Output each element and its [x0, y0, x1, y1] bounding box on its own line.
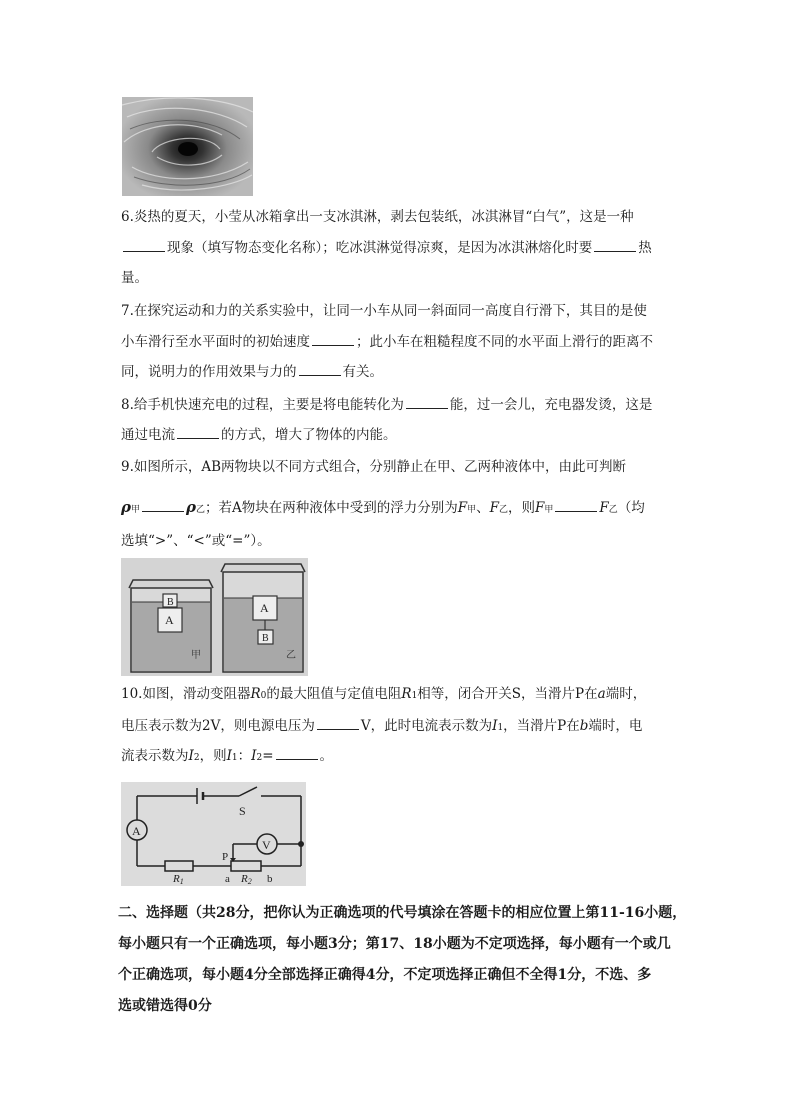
- q10-blank-2[interactable]: [276, 747, 318, 760]
- svg-text:A: A: [260, 601, 269, 615]
- q9-blank-1[interactable]: [142, 499, 184, 512]
- q6-blank-2[interactable]: [594, 239, 636, 252]
- rho-symbol: ρ: [186, 498, 196, 516]
- q9-blank-2[interactable]: [555, 499, 597, 512]
- svg-text:甲: 甲: [191, 650, 201, 661]
- q9-line2: ρ甲 ρ乙；若A物块在两种液体中受到的浮力分别为F甲、F乙，则F甲 F乙（均: [121, 498, 645, 516]
- svg-text:V: V: [262, 838, 271, 852]
- swirl-photo: [122, 97, 253, 196]
- section2-line3: 个正确选项，每小题4分全部选择正确得4分，不定项选择正确但不全得1分，不选、多: [118, 967, 652, 983]
- q8-blank-1[interactable]: [406, 396, 448, 409]
- svg-text:S: S: [239, 804, 246, 818]
- circuit-figure: [121, 782, 306, 886]
- rho-symbol: ρ: [121, 498, 131, 516]
- q8-blank-2[interactable]: [177, 426, 219, 439]
- svg-text:A: A: [132, 824, 141, 838]
- q8-line1: 8.给手机快速充电的过程，主要是将电能转化为 能，过一会儿，充电器发烫，这是: [121, 397, 653, 413]
- svg-text:b: b: [267, 873, 273, 885]
- q7-line2: 小车滑行至水平面时的初始速度 ；此小车在粗糙程度不同的水平面上滑行的距离不: [121, 334, 653, 350]
- svg-text:P: P: [222, 851, 229, 863]
- q9-line1: 9.如图所示，AB两物块以不同方式组合，分别静止在甲、乙两种液体中，由此可判断: [121, 459, 627, 475]
- svg-text:A: A: [165, 613, 174, 627]
- q6-blank-1[interactable]: [123, 239, 165, 252]
- svg-text:乙: 乙: [286, 650, 296, 661]
- svg-text:R1: R1: [173, 873, 184, 886]
- svg-text:R2: R2: [241, 873, 252, 886]
- q10-line2: 电压表示数为2V，则电源电压为 V，此时电流表示数为I1，当滑片P在b端时，电: [121, 718, 643, 734]
- beaker-yi: [221, 564, 305, 672]
- q7-line3: 同，说明力的作用效果与力的 有关。: [121, 364, 383, 380]
- q10-line1: 10.如图，滑动变阻器R0的最大阻值与定值电阻R1相等，闭合开关S，当滑片P在a端时，: [121, 686, 647, 702]
- q9-line3: 选填“>”、“<”或“=”）。: [121, 533, 271, 549]
- q8-line2: 通过电流 的方式，增大了物体的内能。: [121, 427, 397, 443]
- q6-line1: 6.炎热的夏天，小莹从冰箱拿出一支冰淇淋，剥去包装纸，冰淇淋冒“白气”，这是一种: [121, 209, 634, 225]
- q7-blank-1[interactable]: [312, 333, 354, 346]
- svg-text:B: B: [167, 597, 174, 608]
- q6-line3: 量。: [121, 270, 148, 286]
- q7-blank-2[interactable]: [299, 363, 341, 376]
- section2-line2: 每小题只有一个正确选项，每小题3分；第17、18小题为不定项选择，每小题有一个或几: [118, 936, 671, 952]
- beaker-jia: [129, 580, 213, 672]
- svg-text:a: a: [225, 873, 230, 885]
- section2-line1: 二、选择题（共28分，把你认为正确选项的代号填涂在答题卡的相应位置上第11-16小题，: [118, 905, 687, 921]
- q10-blank-1[interactable]: [317, 717, 359, 730]
- q10-line3: 流表示数为I2，则I1：I2= 。: [121, 748, 334, 764]
- q6-line2: 现象（填写物态变化名称）；吃冰淇淋觉得凉爽，是因为冰淇淋熔化时要 热: [121, 238, 652, 258]
- beakers-figure: [121, 558, 308, 676]
- section2-line4: 选或错选得0分: [118, 998, 212, 1014]
- q7-line1: 7.在探究运动和力的关系实验中，让同一小车从同一斜面同一高度自行滑下，其目的是使: [121, 303, 647, 319]
- svg-text:B: B: [262, 633, 269, 644]
